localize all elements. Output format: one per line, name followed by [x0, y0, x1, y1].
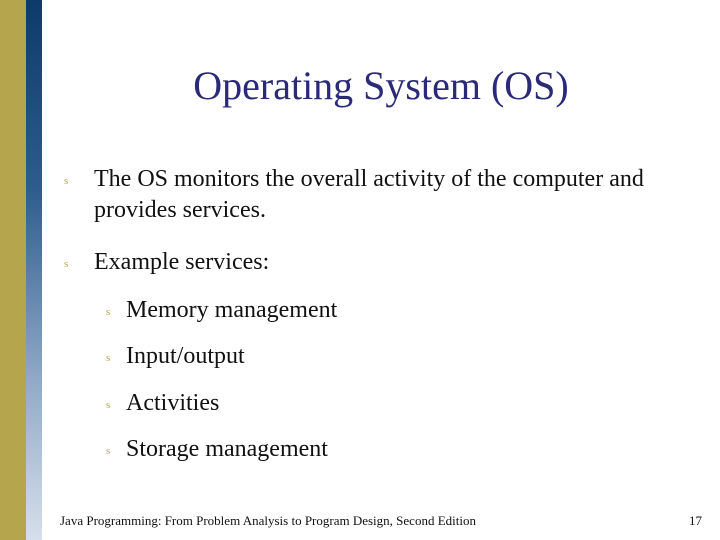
slide-footer: Java Programming: From Problem Analysis to Program Design, Second Edition [60, 513, 476, 528]
sub-bullet-item [106, 388, 220, 419]
sub-bullet-item [106, 295, 338, 326]
bullet-text: The OS monitors the overall activity of the computer and provides services. [94, 166, 644, 223]
sub-bullet-item [106, 341, 245, 372]
page-number: 17 [689, 513, 702, 528]
sub-bullet-text: Activities [126, 390, 220, 416]
bullet-item [64, 247, 694, 278]
bullet-item [64, 164, 704, 226]
left-decorative-bar-olive [0, 0, 26, 540]
slide-title: Operating System (OS) [193, 63, 569, 108]
bullet-marker-icon: s [106, 399, 111, 411]
sub-bullet-text: Memory management [126, 297, 338, 323]
sub-bullet-text: Storage management [126, 436, 328, 462]
bullet-marker-icon: s [106, 445, 111, 457]
sub-bullet-item [106, 434, 328, 465]
bullet-marker-icon: s [106, 352, 111, 364]
bullet-marker-icon: s [64, 258, 69, 270]
sub-bullet-text: Input/output [126, 343, 245, 369]
bullet-text: Example services: [94, 249, 270, 275]
bullet-marker-icon: s [64, 175, 69, 187]
bullet-marker-icon: s [106, 306, 111, 318]
left-decorative-bar-blue [26, 0, 42, 540]
